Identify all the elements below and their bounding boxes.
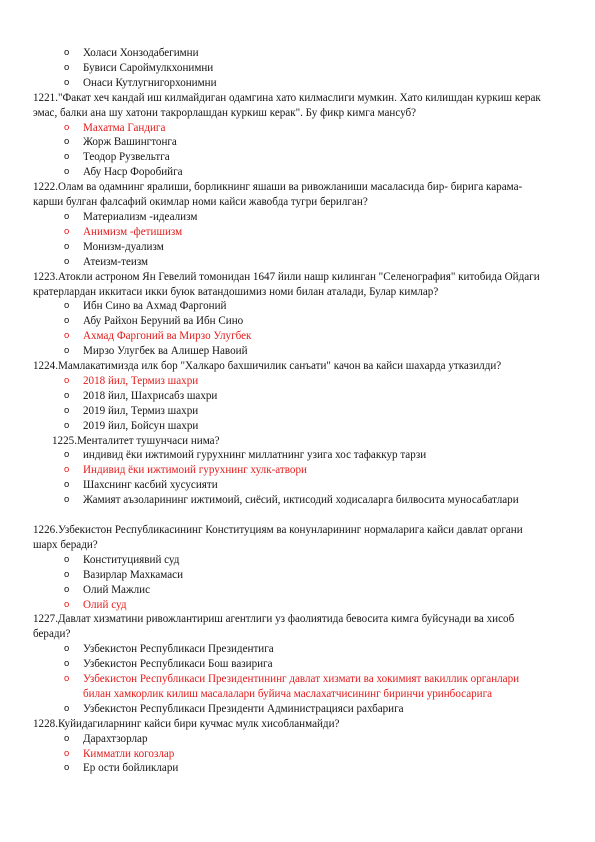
list-bullet-icon: o [64,479,70,491]
answer-option-text: Узбекистон Республикаси Президентининг давлат хизмати ва хокимият вакиллик органлари билан хамкорлик килиш масалалари буйича маслахатчисининг биринчи уринбосарига [83,673,520,700]
list-bullet-icon: o [64,300,70,312]
answer-option [0,150,595,165]
answer-option-text: Конституциявий суд [83,553,180,566]
list-bullet-icon: o [64,553,70,565]
question-text: 1228.Куйидагиларнинг кайси бири кучмас мулк хисобланмайди? [33,717,340,730]
answer-option-text: Жамият аъзоларининг ижтимоий, сиёсий, иктисодий ходисаларга билвосита муносабатлари [83,494,519,507]
blank-line [0,508,595,523]
answer-option-text: Монизм-дуализм [83,240,164,253]
list-bullet-icon: o [64,255,70,267]
answer-option [0,314,595,329]
answer-option [0,478,595,493]
answer-option [0,642,595,657]
answer-option [0,419,595,434]
answer-option-text: 2019 йил, Термиз шахри [83,404,199,417]
list-bullet-icon: o [64,673,70,685]
answer-option [0,404,595,419]
answer-option [0,240,595,255]
answer-option [0,210,595,225]
list-bullet-icon: o [64,76,70,88]
list-bullet-icon: o [64,225,70,237]
answer-option-text: Ахмад Фаргоний ва Мирзо Улугбек [83,330,252,343]
answer-option [0,761,595,776]
question-text: 1223.Атокли астроном Ян Гевелий томонидан 1647 йили нашр килинган "Селенография" китобида Ойдаги кратерлардан иккитаси икки буюк ватандошимиз номи билан аталади, Булар кимлар? [33,270,540,298]
list-bullet-icon: o [64,658,70,670]
list-bullet-icon: o [64,643,70,655]
answer-option-text: 2018 йил, Шахрисабз шахри [83,389,218,402]
correct-answer-option [0,672,595,702]
list-bullet-icon: o [64,568,70,580]
answer-option-text: Теодор Рузвельтга [83,151,170,164]
answer-option-text: Атеизм-теизм [83,255,149,268]
question-text: 1227.Давлат хизматини ривожлантириш агентлиги уз фаолиятида бевосита кимга буйсунади ва хисоб беради? [33,613,515,641]
correct-answer-option [0,225,595,240]
list-bullet-icon: o [64,583,70,595]
answer-option-text: Жорж Вашингтонга [83,136,177,149]
list-bullet-icon: o [64,151,70,163]
answer-option [0,165,595,180]
list-bullet-icon: o [64,345,70,357]
answer-option-text: Холаси Хонзодабегимни [83,47,199,59]
answer-option-text: Онаси Кутлугнигорхонимни [83,76,217,89]
answer-option-text: Материализм -идеализм [83,210,198,223]
answer-option-text: 2019 йил, Бойсун шахри [83,419,199,432]
question-text: 1222.Олам ва одамнинг яралиши, борликнинг яшаши ва ривожланиши масаласида бир- бирига карама-карши булган фалсафий окимлар номи кайси жавобда тугри берилган? [33,181,523,209]
list-bullet-icon: o [64,166,70,178]
answer-option-text: Абу Райхон Беруний ва Ибн Сино [83,315,244,328]
list-bullet-icon: o [64,136,70,148]
list-bullet-icon: o [64,598,70,610]
correct-answer-option [0,598,595,613]
answer-option-text: Абу Наср Форобийга [83,166,183,179]
list-bullet-icon: o [64,762,70,774]
answer-option-text: Махатма Гандига [83,121,166,134]
answer-option-text: Олий Мажлис [83,583,151,596]
list-bullet-icon: o [64,494,70,506]
answer-option [0,732,595,747]
answer-option-text: Ер ости бойликлари [83,762,179,775]
answer-option-text: Дарахтзорлар [83,732,148,745]
list-bullet-icon: o [64,315,70,327]
answer-option [0,135,595,150]
correct-answer-option [0,121,595,136]
answer-option [0,553,595,568]
answer-option-text: Олий суд [83,598,127,611]
list-bullet-icon: o [64,121,70,133]
answer-option-text: Бувиси Сароймулкхонимни [83,61,214,74]
list-bullet-icon: o [64,240,70,252]
answer-option [0,299,595,314]
correct-answer-option [0,329,595,344]
answer-option [0,389,595,404]
correct-answer-option [0,463,595,478]
list-bullet-icon: o [64,732,70,744]
list-bullet-icon: o [64,464,70,476]
list-bullet-icon: o [64,47,70,58]
answer-option-text: Кимматли когозлар [83,747,175,760]
list-bullet-icon: o [64,747,70,759]
answer-option [0,583,595,598]
list-bullet-icon: o [64,449,70,461]
answer-option-text: Шахснинг касбий хусусияти [83,479,218,492]
answer-option [0,702,595,717]
correct-answer-option [0,747,595,762]
answer-option-text: Узбекистон Республикаси Президенти Администрацияси рахбарига [83,702,404,715]
list-bullet-icon: o [64,389,70,401]
list-bullet-icon: o [64,61,70,73]
question-text: 1226.Узбекистон Республикасининг Конституциям ва конунларининг нормаларига кайси давлат органи шарх беради? [33,523,523,551]
answer-option [0,448,595,463]
answer-option [0,76,595,91]
answer-option-text: индивид ёки ижтимоий гурухнинг миллатнинг узига хос тафаккур тарзи [83,449,427,462]
list-bullet-icon: o [64,210,70,222]
question-text: 1225.Менталитет тушунчаси нима? [52,434,220,447]
correct-answer-option [0,374,595,389]
answer-option [0,493,595,508]
document-page [0,46,595,776]
answer-option [0,46,595,61]
answer-option-text: Мирзо Улугбек ва Алишер Навоий [83,345,248,358]
answer-option-text: Вазирлар Махкамаси [83,568,184,581]
question-text: 1221."Факат хеч кандай иш килмайдиган одамгина хато килмаслиги мумкин. Хато килишдан куркиш керак эмас, балки ана шу хатони такрорлашдан куркиш керак". Бу фикр кимга мансуб? [33,91,541,119]
answer-option [0,344,595,359]
list-bullet-icon: o [64,404,70,416]
answer-option [0,568,595,583]
answer-option-text: Узбекистон Республикаси Президентига [83,643,274,656]
list-bullet-icon: o [64,374,70,386]
answer-option-text: Анимизм -фетишизм [83,225,183,238]
answer-option [0,255,595,270]
answer-option-text: Индивид ёки ижтимоий гурухнинг хулк-атвори [83,464,307,477]
answer-option-text: Ибн Сино ва Ахмад Фаргоний [83,300,227,313]
list-bullet-icon: o [64,419,70,431]
question-text: 1224.Мамлакатимизда илк бор "Халкаро бахшичилик санъати" качон ва кайси шахарда утказилди? [33,360,502,373]
answer-option [0,61,595,76]
answer-option-text: 2018 йил, Термиз шахри [83,374,199,387]
answer-option-text: Узбекистон Республикаси Бош вазирига [83,658,273,671]
list-bullet-icon: o [64,330,70,342]
answer-option [0,657,595,672]
list-bullet-icon: o [64,702,70,714]
